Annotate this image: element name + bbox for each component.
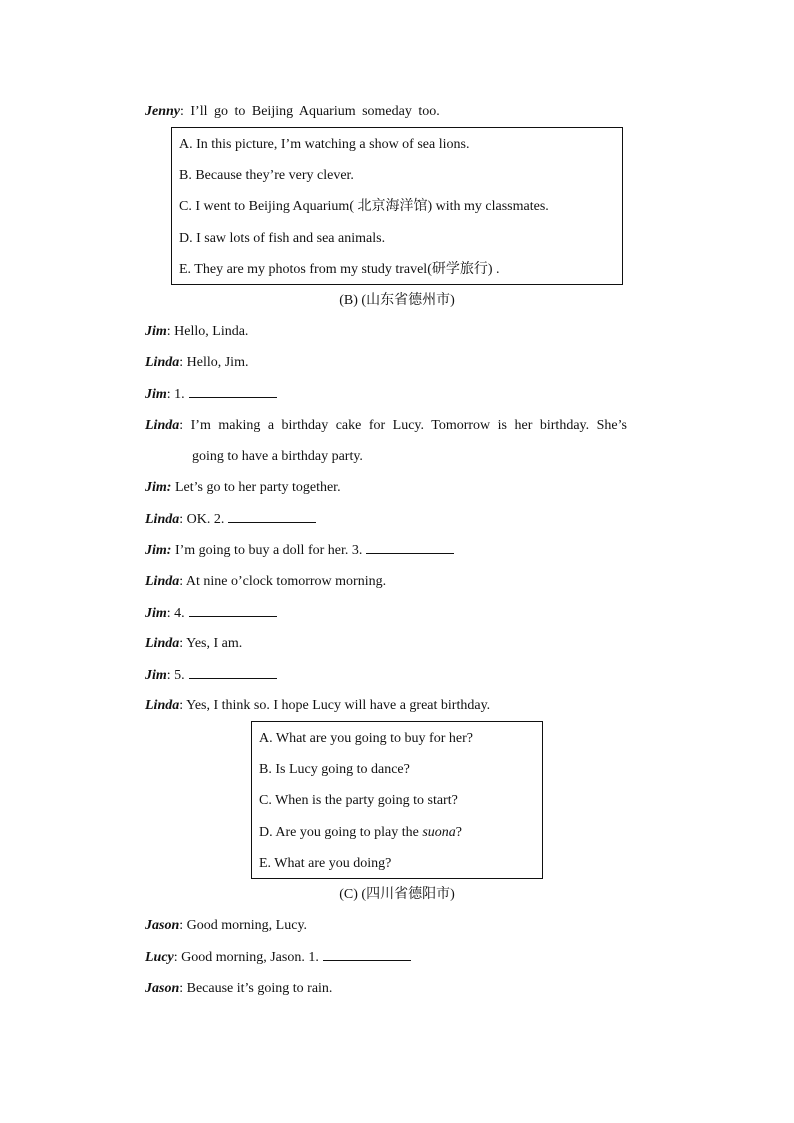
dialogue-text: : 4.: [166, 606, 185, 621]
dialogue-text: : Because it’s going to rain.: [179, 981, 333, 996]
answer-blank-1[interactable]: [189, 385, 277, 398]
dialogue-text: I’m going to buy a doll for her. 3.: [171, 543, 363, 558]
speaker-name: Jenny: [145, 104, 180, 119]
option-d-end: ?: [455, 825, 462, 840]
dialogue-text: Let’s go to her party together.: [171, 480, 341, 495]
option-d: D. I saw lots of fish and sea animals.: [179, 231, 386, 246]
section-c-heading: (C) (四川省德阳市): [339, 887, 455, 902]
answer-blank-c1[interactable]: [323, 948, 411, 961]
dialogue-text: : At nine o’clock tomorrow morning.: [179, 574, 387, 589]
dialogue-line: [145, 666, 277, 685]
dialogue-text: going to have a birthday party.: [192, 449, 363, 464]
option-d-italic-word: suona: [422, 825, 456, 840]
dialogue-line: [145, 479, 341, 497]
dialogue-text: : Good morning, Jason. 1.: [173, 950, 319, 965]
speaker-name: Linda: [145, 418, 180, 433]
option-b: B. Because they’re very clever.: [179, 168, 354, 183]
option-a: A. What are you going to buy for her?: [259, 731, 473, 746]
dialogue-text: : Hello, Linda.: [166, 324, 249, 339]
dialogue-line: [145, 948, 411, 967]
speaker-name: Jason: [145, 918, 180, 933]
speaker-name: Lucy: [145, 950, 174, 965]
option-c: C. I went to Beijing Aquarium( 北京海洋馆) with my classmates.: [179, 199, 549, 214]
dialogue-text: : Good morning, Lucy.: [179, 918, 308, 933]
dialogue-text: : I’ll go to Beijing Aquarium someday too.: [180, 104, 440, 119]
dialogue-text: : I’m making a birthday cake for Lucy. Tomorrow is her birthday. She’s: [179, 418, 627, 433]
speaker-name: Linda: [145, 512, 180, 527]
speaker-name: Jim: [145, 324, 167, 339]
dialogue-text: : Yes, I am.: [179, 636, 243, 651]
options-box-b: [251, 721, 543, 879]
dialogue-line: [145, 917, 307, 935]
speaker-name: Jim: [145, 668, 167, 683]
answer-blank-5[interactable]: [189, 666, 277, 679]
dialogue-text: : 1.: [166, 387, 185, 402]
dialogue-line: [145, 323, 248, 341]
dialogue-line: [145, 604, 277, 623]
dialogue-line: [145, 980, 332, 998]
dialogue-line: [145, 417, 627, 435]
speaker-name: Jim: [145, 606, 167, 621]
option-d: [259, 824, 462, 842]
option-e: E. What are you doing?: [259, 856, 392, 871]
option-a: A. In this picture, I’m watching a show of sea lions.: [179, 137, 470, 152]
dialogue-line-jenny: [145, 103, 440, 121]
speaker-name: Linda: [145, 574, 180, 589]
dialogue-line: [145, 697, 490, 715]
dialogue-line: [145, 635, 242, 653]
option-c: C. When is the party going to start?: [259, 793, 458, 808]
option-e: E. They are my photos from my study travel(研学旅行) .: [179, 262, 500, 277]
speaker-name: Linda: [145, 698, 180, 713]
dialogue-line: [145, 385, 277, 404]
options-box-a: [171, 127, 623, 285]
speaker-name: Jason: [145, 981, 180, 996]
dialogue-text: : 5.: [166, 668, 185, 683]
speaker-name: Jim:: [145, 543, 172, 558]
dialogue-line-continued: [192, 448, 363, 466]
answer-blank-4[interactable]: [189, 604, 277, 617]
dialogue-text: : OK. 2.: [179, 512, 225, 527]
option-d-text: D. Are you going to play the: [259, 825, 423, 840]
answer-blank-2[interactable]: [228, 510, 316, 523]
dialogue-line: [145, 354, 248, 372]
answer-blank-3[interactable]: [366, 541, 454, 554]
speaker-name: Linda: [145, 355, 180, 370]
section-b-heading: (B) (山东省德州市): [339, 293, 455, 308]
speaker-name: Jim:: [145, 480, 172, 495]
option-b: B. Is Lucy going to dance?: [259, 762, 410, 777]
dialogue-text: : Hello, Jim.: [179, 355, 249, 370]
speaker-name: Linda: [145, 636, 180, 651]
dialogue-line: [145, 573, 386, 591]
dialogue-line: [145, 541, 454, 560]
dialogue-line: [145, 510, 316, 529]
speaker-name: Jim: [145, 387, 167, 402]
dialogue-text: : Yes, I think so. I hope Lucy will have a great birthday.: [179, 698, 491, 713]
